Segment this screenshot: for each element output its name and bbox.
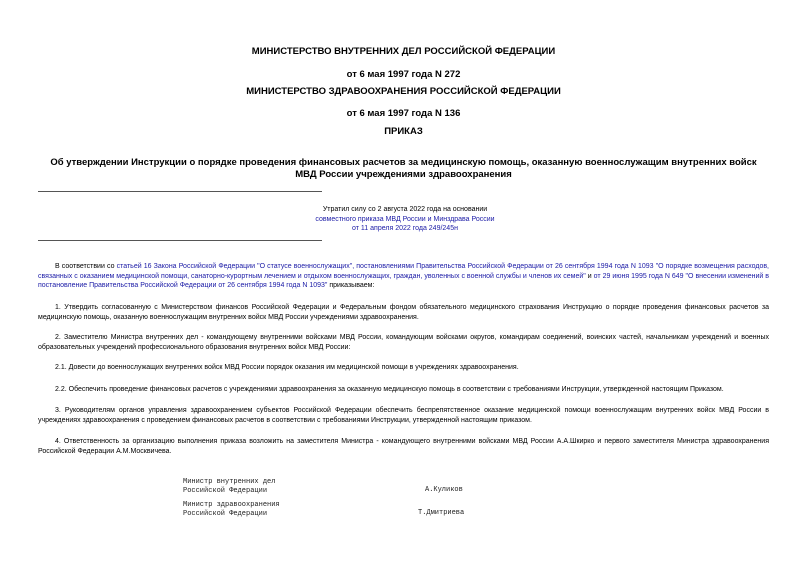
order-date-1: от 6 мая 1997 года N 272 <box>346 69 461 80</box>
signature-title-1: Министр внутренних дел Российской Федерации <box>183 478 276 495</box>
signature-name-2: Т.Дмитриева <box>418 509 465 517</box>
paragraph-1: 1. Утвердить согласованную с Министерством финансов Российской Федерации и Федеральным фондом обязательного медицинского страхования Инструкцию о порядке проведения финансовых расчетов за медицинскую помощь, оказанную военнослужащим внутренних войск МВД России учреждениями здравоохранения. <box>38 304 769 321</box>
ministry-interior-heading: МИНИСТЕРСТВО ВНУТРЕННИХ ДЕЛ РОССИЙСКОЙ ФЕДЕРАЦИИ <box>251 46 556 57</box>
document-title: Об утверждении Инструкции о порядке проведения финансовых расчетов за медицинскую помощь, оказанную военнослужащим внутренних войск МВД России учреждениями здравоохранения <box>50 157 757 180</box>
preamble-paragraph <box>38 262 769 291</box>
repeal-link-date[interactable]: от 11 апреля 2022 года 249/245н <box>352 225 458 232</box>
paragraph-2-2: 2.2. Обеспечить проведение финансовых расчетов с учреждениями здравоохранения за оказанную медицинскую помощь в соответствии с требованиями Инструкции, утвержденной настоящим Приказом. <box>55 386 724 393</box>
preamble-text-1: В соответствии со <box>55 263 117 270</box>
paragraph-2: 2. Заместителю Министра внутренних дел - командующему внутренними войсками МВД России, командующим войсками округов, командирам соединений, воинских частей, начальникам учреждений и военных образовательных учреждений профессионального образования внутренних войск МВД России: <box>38 334 769 351</box>
order-date-2: от 6 мая 1997 года N 136 <box>346 108 461 119</box>
repeal-notice <box>300 205 510 234</box>
divider-top <box>38 191 322 192</box>
decree-link[interactable]: от 29 июня 1995 года N 649 "О внесении изменений в постановление Правительства Российской Федерации от 26 сентября 1994 года N 1093" <box>38 272 769 289</box>
law-link[interactable]: статьей 16 Закона Российской Федерации "О статусе военнослужащих", постановлениями Правительства Российской Федерации от 26 сентября 1994 года N 1093 "О порядке возмещения расходов, связанных с оказанием медицинской помощи, санаторно-курортным лечением и отдыхом военнослужащих, граждан, уволенных с военной службы и членов их семей" <box>38 263 769 280</box>
signature-name-1: А.Куликов <box>425 486 463 494</box>
doc-type-heading: ПРИКАЗ <box>384 126 423 137</box>
preamble-text-3: приказываем: <box>327 282 375 289</box>
signature-title-2: Министр здравоохранения Российской Федерации <box>183 501 280 518</box>
paragraph-3: 3. Руководителям органов управления здравоохранением субъектов Российской Федерации обеспечить беспрепятственное оказание медицинской помощи военнослужащим внутренних войск МВД России в учреждениях здравоохранения с проведением финансовых расчетов в соответствии с требованиями Инструкции, утвержденной настоящим приказом. <box>38 407 769 424</box>
paragraph-4: 4. Ответственность за организацию выполнения приказа возложить на заместителя Министра - командующего внутренними войсками МВД России А.А.Шкирко и первого заместителя Министра здравоохранения Российской Федерации А.М.Москвичева. <box>38 438 769 455</box>
ministry-health-heading: МИНИСТЕРСТВО ЗДРАВООХРАНЕНИЯ РОССИЙСКОЙ ФЕДЕРАЦИИ <box>246 86 561 97</box>
repeal-link-order[interactable]: совместного приказа МВД России и Минздрава России <box>315 215 495 223</box>
repeal-notice-text: Утратил силу со 2 августа 2022 года на основании <box>322 206 488 213</box>
preamble-text-2: и <box>585 272 594 280</box>
divider-bottom <box>38 240 322 241</box>
paragraph-2-1: 2.1. Довести до военнослужащих внутренних войск МВД России порядок оказания им медицинской помощи в учреждениях здравоохранения. <box>55 364 519 371</box>
